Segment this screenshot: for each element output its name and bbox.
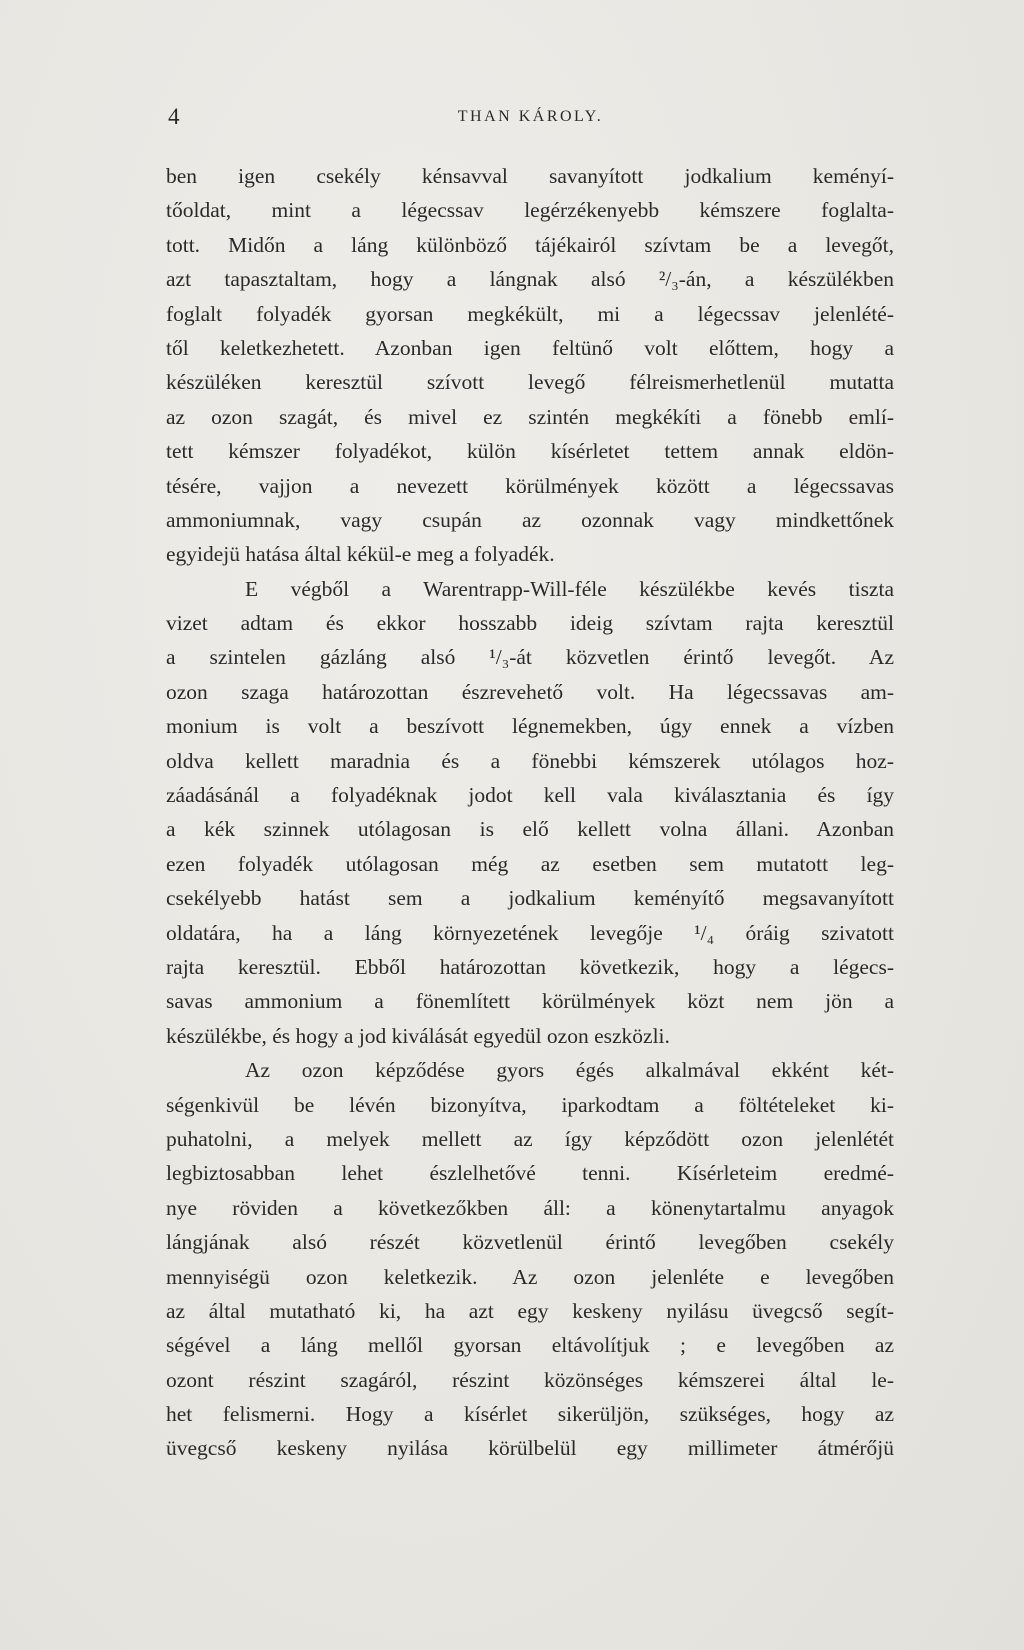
text-line: oldva kellett maradnia és a fönebbi kémszerek utólagos hoz- [166, 748, 894, 773]
text-line: készülékbe, és hogy a jod kiválását egyedül ozon eszközli. [166, 1023, 670, 1048]
text-line: tésére, vajjon a nevezett körülmények között a légecssavas [166, 473, 894, 498]
text-line: rajta keresztül. Ebből határozottan következik, hogy a légecs- [166, 954, 894, 979]
text-line: vizet adtam és ekkor hosszabb ideig szívtam rajta keresztül [166, 611, 894, 636]
text-line: legbiztosabban lehet észlelhetővé tenni. Kísérleteim eredmé- [166, 1161, 894, 1186]
text-line: monium is volt a beszívott légnemekben, úgy ennek a vízben [166, 714, 894, 739]
text-line: ozont részint szagáról, részint közönséges kémszerei által le- [166, 1367, 894, 1392]
text-line: azt tapasztaltam, hogy a lángnak alsó ²/₃-án, a készülékben [166, 267, 894, 292]
text-line: a kék szinnek utólagosan is elő kellett volna állani. Azonban [166, 817, 894, 842]
text-line: a szintelen gázláng alsó ¹/₃-át közvetlen érintő levegőt. Az [166, 645, 894, 670]
text-line: tott. Midőn a láng különböző tájékairól szívtam be a levegőt, [166, 232, 894, 257]
text-line: egyidejü hatása által kékül-e meg a folyadék. [166, 542, 555, 567]
running-head: THAN KÁROLY. [457, 108, 604, 125]
text-line: az ozon szagát, és mivel ez szintén megkékíti a fönebb emlí- [166, 404, 894, 429]
text-line: készüléken keresztül szívott levegő félreismerhetlenül mutatta [166, 370, 894, 395]
text-line: üvegcső keskeny nyilása körülbelül egy millimeter átmérőjü [166, 1436, 894, 1461]
text-line: foglalt folyadék gyorsan megkékült, mi a légecssav jelenlété- [166, 301, 894, 326]
text-line: ségével a láng mellől gyorsan eltávolítjuk ; e levegőben az [166, 1333, 894, 1358]
body-text [166, 159, 894, 1466]
text-line: Az ozon képződése gyors égés alkalmával ekként két- [245, 1058, 894, 1083]
text-line: ammoniumnak, vagy csupán az ozonnak vagy mindkettőnek [166, 507, 894, 532]
text-line: tett kémszer folyadékot, külön kísérletet tettem annak eldön- [166, 439, 894, 464]
text-line: ben igen csekély kénsavval savanyított jodkalium keményí- [166, 164, 894, 188]
text-line: tőoldat, mint a légecssav legérzékenyebb kémszere foglalta- [166, 198, 894, 223]
text-line: től keletkezhetett. Azonban igen feltünő volt előttem, hogy a [166, 335, 894, 360]
text-line: E végből a Warentrapp-Will-féle készülékbe kevés tiszta [245, 576, 894, 601]
page-header [168, 104, 893, 140]
text-line: ozon szaga határozottan észrevehető volt. Ha légecssavas am- [166, 679, 894, 704]
text-line: lángjának alsó részét közvetlenül érintő levegőben csekély [166, 1230, 894, 1255]
text-line: záadásánál a folyadéknak jodot kell vala kiválasztania és így [166, 783, 894, 808]
page-number: 4 [168, 104, 180, 129]
text-line: oldatára, ha a láng környezetének levegője ¹/₄ óráig szivatott [166, 920, 894, 945]
text-line: ségenkivül be lévén bizonyítva, iparkodtam a föltételeket ki- [166, 1092, 894, 1117]
text-line: ezen folyadék utólagosan még az esetben sem mutatott leg- [166, 851, 894, 876]
text-line: csekélyebb hatást sem a jodkalium keményítő megsavanyított [166, 886, 894, 911]
text-line: az által mutatható ki, ha azt egy keskeny nyilásu üvegcső segít- [166, 1298, 894, 1323]
text-line: savas ammonium a fönemlített körülmények közt nem jön a [166, 989, 894, 1014]
text-line: mennyiségü ozon keletkezik. Az ozon jelenléte e levegőben [166, 1264, 894, 1289]
text-line: nye röviden a következőkben áll: a könenytartalmu anyagok [166, 1195, 894, 1220]
text-line: puhatolni, a melyek mellett az így képződött ozon jelenlétét [166, 1126, 894, 1151]
text-line: het felismerni. Hogy a kísérlet sikerüljön, szükséges, hogy az [166, 1402, 894, 1427]
